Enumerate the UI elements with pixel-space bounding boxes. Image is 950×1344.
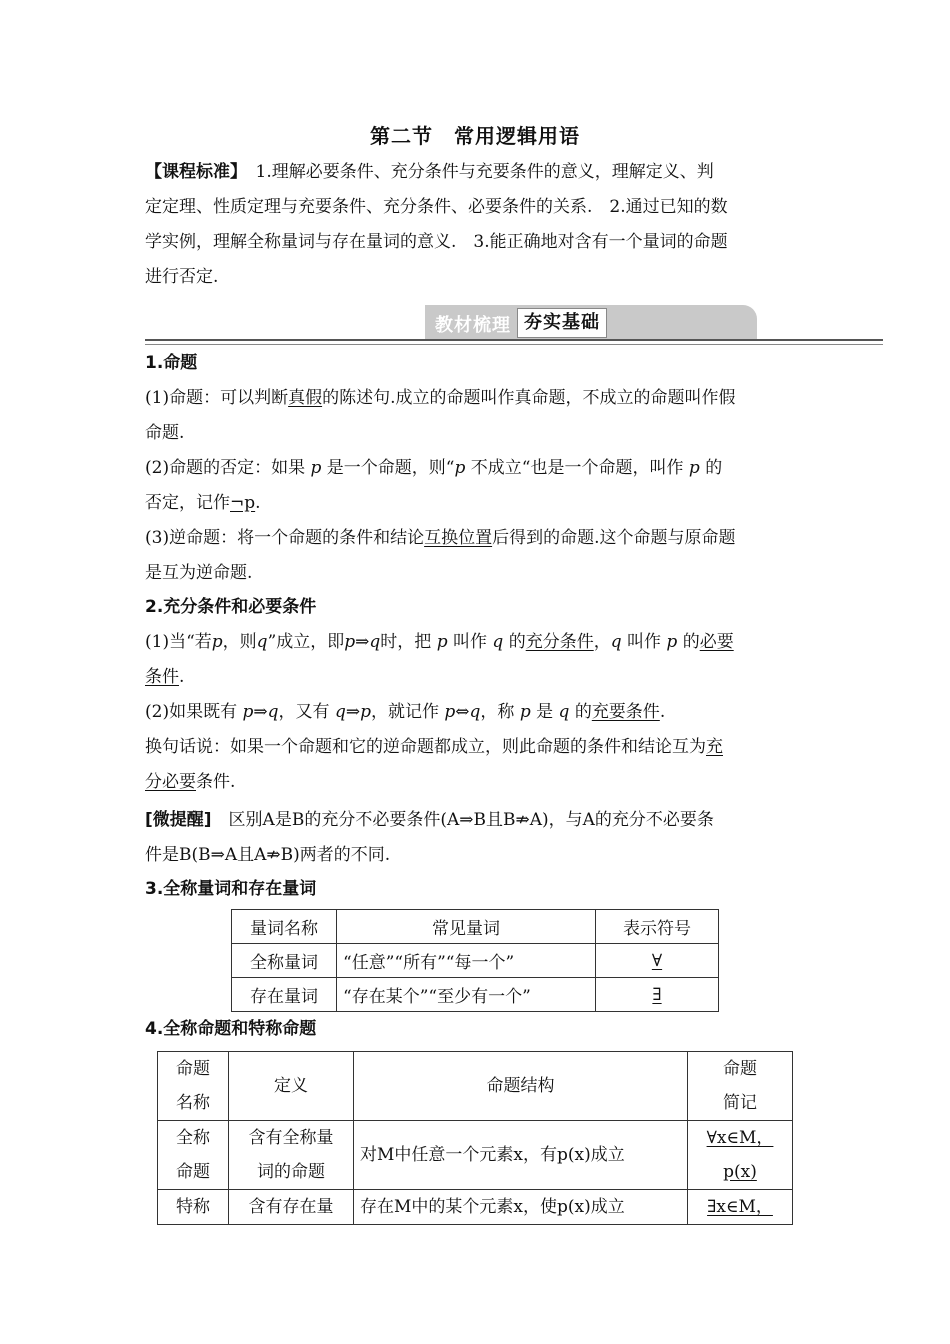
banner-rule (145, 339, 883, 341)
table-header (158, 1052, 229, 1121)
text: 是 (536, 702, 554, 722)
text: 条件. (196, 772, 236, 792)
header-text: 命题 (723, 1059, 757, 1079)
table-cell: 特称 (158, 1190, 229, 1225)
text: ，则 (222, 632, 257, 652)
text: ，就记作 (370, 702, 439, 722)
answer-blank: 充分条件 (525, 632, 594, 652)
text: 不成立“也是一个命题，叫作 (470, 458, 684, 478)
text: (2)如果既有 (145, 702, 238, 722)
answer-blank: p(x) (723, 1162, 757, 1182)
page-title: 第二节 常用逻辑用语 (370, 124, 580, 148)
text: 的 (705, 458, 723, 478)
table-cell (688, 1121, 793, 1190)
table-header: 表示符号 (596, 910, 719, 944)
text: 叫作 (453, 632, 487, 652)
text: ”成立，即 (267, 632, 345, 652)
course-standard-line: 进行否定. (145, 267, 219, 287)
cell-text: 词的命题 (257, 1162, 325, 1182)
text: 后得到的命题.这个命题与原命题 (492, 528, 736, 548)
table-header: 量词名称 (232, 910, 337, 944)
table-cell: 含有存在量 (229, 1190, 354, 1225)
text: (3)逆命题：将一个命题的条件和结论 (145, 528, 425, 548)
text: 换句话说：如果一个命题和它的逆命题都成立，则此命题的条件和结论互为 (145, 737, 706, 757)
text: 叫作 (627, 632, 661, 652)
table-cell (596, 978, 719, 1012)
table-cell (229, 1121, 354, 1190)
banner-rule-thin (145, 344, 883, 345)
text: 是互为逆命题. (145, 563, 253, 583)
text: 命题. (145, 423, 185, 443)
exists-symbol: ∃ (652, 984, 662, 1005)
header-text: 简记 (723, 1093, 757, 1113)
table-row (232, 944, 719, 978)
answer-blank: 必要 (699, 632, 734, 652)
answer-blank: 充 (706, 737, 723, 757)
answer-blank: 充要条件 (591, 702, 660, 722)
table-cell (158, 1121, 229, 1190)
text: ， (593, 632, 611, 652)
section-heading: 4.全称命题和特称命题 (145, 1019, 317, 1039)
answer-blank: ∃x∈M， (707, 1197, 773, 1217)
text: 的 (508, 632, 526, 652)
section-conditions: 2.充分条件和必要条件 (1)当“若p，则q”成立，即p⇒q时，把 p 叫作 q 的充分条件，q 叫作 p 的必要 条件. (2)如果既有 p⇒q，又有 q⇒p，就记作 p⇔q，称 p 是 q 的充要条件. 换句话说：如果一个命题和它的逆命题都成立，则此命题的条件和结论互为充 分必要条件. [微提醒] 区别A是B的充分不必要条件(A⇒B且B⇏A)，与A的充分不必要条 件是B(B⇒A且A⇏B)两者的不同. (145, 590, 805, 873)
answer-blank: 分必要 (145, 772, 196, 792)
cell-text: 全称 (176, 1128, 210, 1148)
answer-blank: 互换位置 (424, 528, 493, 548)
course-standard-line: 学实例，理解全称量词与存在量词的意义. 3.能正确地对含有一个量词的命题 (145, 232, 728, 252)
table-cell: 存在量词 (232, 978, 337, 1012)
text: ，称 (480, 702, 515, 722)
table-cell: 全称量词 (232, 944, 337, 978)
proposition-table (157, 1051, 793, 1225)
table-cell: 存在M中的某个元素x，使p(x)成立 (354, 1190, 688, 1225)
table-cell: “任意”“所有”“每一个” (337, 944, 596, 978)
table-row (158, 1121, 793, 1190)
header-text: 名称 (176, 1093, 210, 1113)
section-propositions: 1.命题 (1)命题：可以判断真假的陈述句.成立的命题叫作真命题，不成立的命题叫作假 命题. (2)命题的否定：如果 p 是一个命题，则“p 不成立“也是一个命题，叫作 p 的 否定，记作¬p. (3)逆命题：将一个命题的条件和结论互换位置后得到的命题.这个命题与原命题 是互为逆命题. (145, 346, 805, 591)
forall-symbol: ∀ (651, 950, 663, 971)
section-heading: 1.命题 (145, 353, 198, 373)
answer-blank: ∀x∈M， (706, 1128, 774, 1148)
quantifier-table (231, 909, 719, 1012)
tip-label: [微提醒] (145, 810, 212, 830)
table-header (688, 1052, 793, 1121)
course-standard-label: 【课程标准】 (145, 162, 239, 182)
tip-text: 区别A是B的充分不必要条件(A⇒B且B⇏A)，与A的充分不必要条 (211, 810, 714, 830)
text: (1)当“若 (145, 632, 212, 652)
course-standard-line: 1.理解必要条件、充分条件与充要条件的意义，理解定义、判 (238, 162, 714, 182)
cell-text: 含有全称量 (248, 1128, 334, 1148)
table-row (158, 1190, 793, 1225)
answer-blank: 真假 (288, 388, 323, 408)
text: 时，把 (380, 632, 432, 652)
table-cell (688, 1190, 793, 1225)
text: (1)命题：可以判断 (145, 388, 289, 408)
text: 的 (682, 632, 700, 652)
text: 的 (574, 702, 592, 722)
course-standard (145, 155, 805, 295)
table-header: 常见量词 (337, 910, 596, 944)
text: 是一个命题，则“ (326, 458, 455, 478)
answer-blank: ¬p (230, 493, 256, 513)
text: ，又有 (278, 702, 330, 722)
tip-text: 件是B(B⇒A且A⇏B)两者的不同. (145, 845, 391, 865)
header-text: 命题 (176, 1059, 210, 1079)
table-cell (596, 944, 719, 978)
text: (2)命题的否定：如果 (145, 458, 306, 478)
course-standard-line: 定定理、性质定理与充要条件、充分条件、必要条件的关系. 2.通过已知的数 (145, 197, 728, 217)
text: 否定，记作 (145, 493, 230, 513)
banner-left-text: 教材梳理 (435, 315, 511, 336)
table-header-row (158, 1052, 793, 1121)
answer-blank: 条件 (145, 667, 179, 687)
section-heading: 3.全称量词和存在量词 (145, 879, 317, 899)
text: 的陈述句.成立的命题叫作真命题，不成立的命题叫作假 (322, 388, 736, 408)
table-cell: 对M中任意一个元素x，有p(x)成立 (354, 1121, 688, 1190)
table-cell: “存在某个”“至少有一个” (337, 978, 596, 1012)
table-header: 命题结构 (354, 1052, 688, 1121)
table-header: 定义 (229, 1052, 354, 1121)
section-heading: 2.充分条件和必要条件 (145, 597, 317, 617)
table-header-row (232, 910, 719, 944)
section-banner (145, 305, 883, 345)
banner-right-text: 夯实基础 (517, 308, 607, 338)
cell-text: 命题 (176, 1162, 210, 1182)
table-row (232, 978, 719, 1012)
